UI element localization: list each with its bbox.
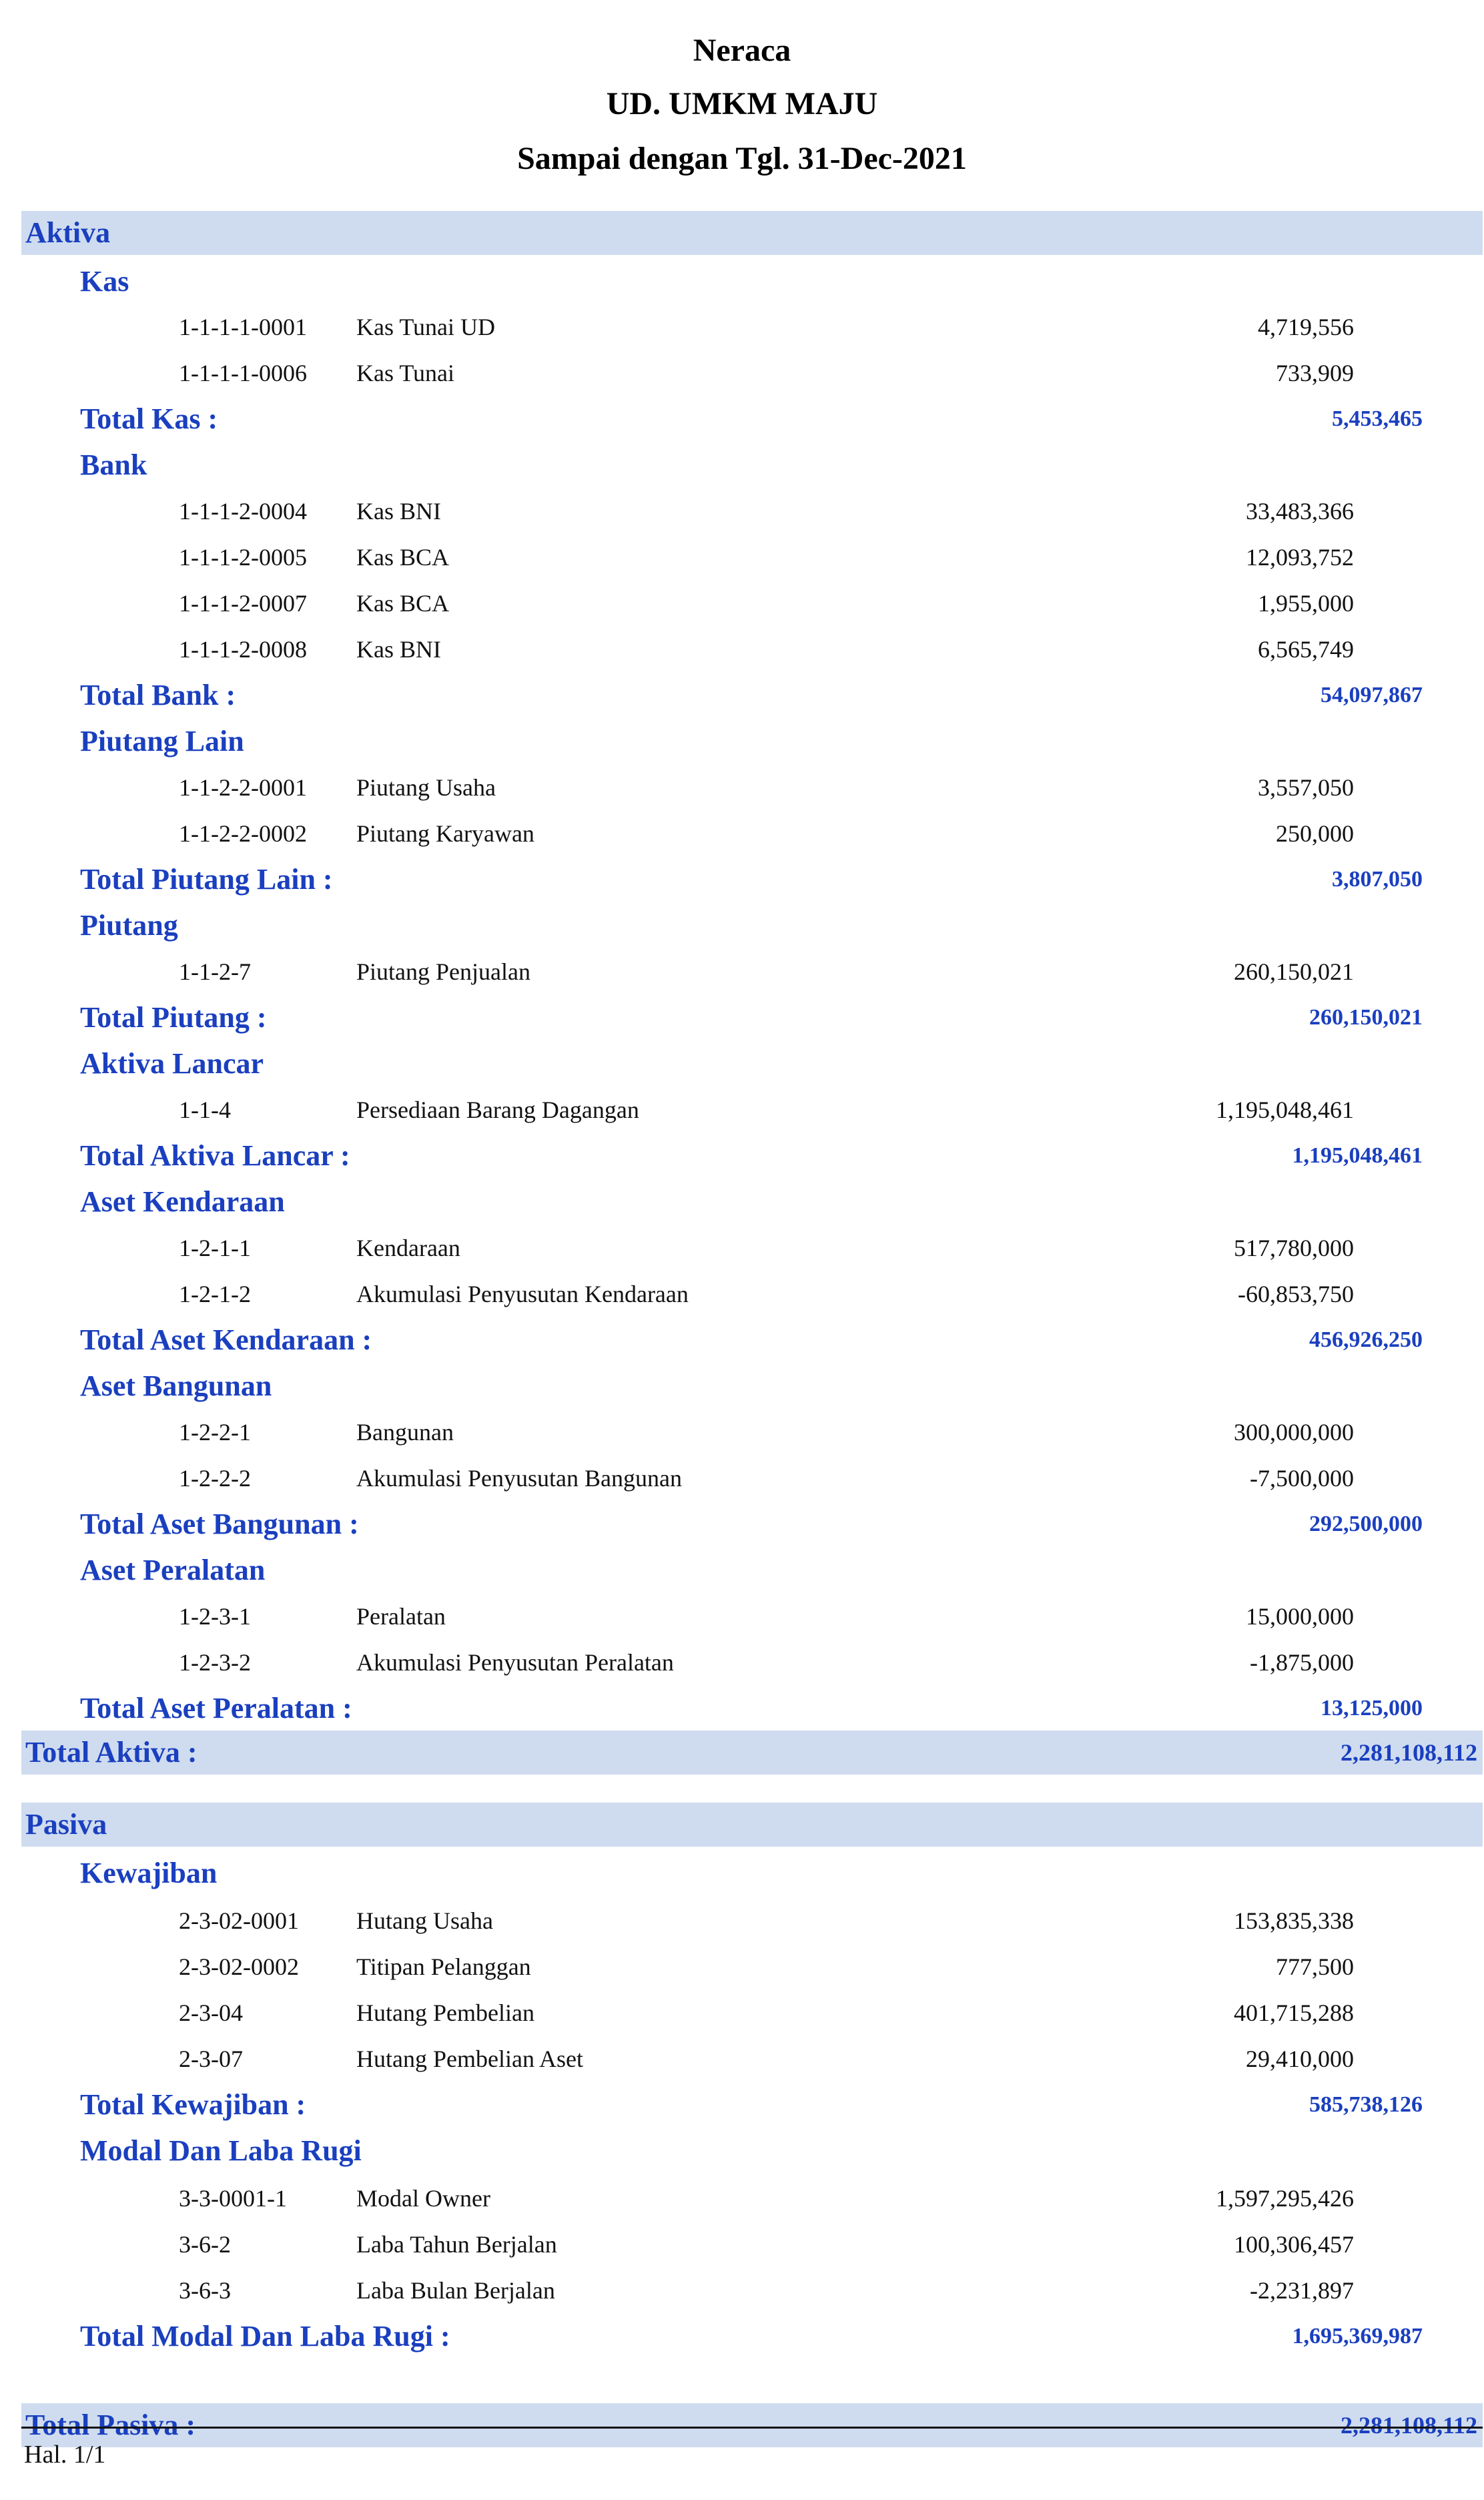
group-total-value: 260,150,021 [1309,1005,1423,1030]
account-row [0,1412,1484,1452]
account-name: Kas BNI [356,636,441,663]
account-value: 3,557,050 [1258,774,1354,801]
group-total [80,399,1423,439]
footer-divider [21,2427,1483,2429]
group-title: Aset Peralatan [80,1554,266,1586]
account-name: Titipan Pelanggan [356,1953,531,1980]
section-header-aktiva: Aktiva [21,211,1483,255]
account-row [0,814,1484,854]
account-row [0,537,1484,577]
account-code: 2-3-04 [179,1999,243,2026]
account-row [0,952,1484,992]
group-title: Bank [80,448,147,481]
group-title: Kas [80,265,129,298]
group-total-value: 3,807,050 [1332,867,1423,892]
group-total-label: Total Piutang : [80,1001,267,1034]
account-name: Kendaraan [356,1235,460,1261]
account-code: 1-1-2-7 [179,958,251,985]
account-code: 1-1-1-2-0004 [179,498,307,525]
account-row [0,767,1484,808]
group-total-label: Total Bank : [80,679,236,711]
account-name: Kas BNI [356,498,441,525]
account-value: 153,835,338 [1234,1907,1354,1934]
account-name: Kas Tunai [356,360,455,386]
group-title: Modal Dan Laba Rugi [80,2134,362,2167]
account-row [0,1993,1484,2033]
account-name: Hutang Usaha [356,1907,493,1934]
account-value: -1,875,000 [1250,1649,1354,1676]
account-value: 517,780,000 [1234,1235,1354,1261]
account-value: 401,715,288 [1234,1999,1354,2026]
account-row [0,583,1484,623]
group-total-label: Total Kewajiban : [80,2088,306,2121]
account-row [0,1458,1484,1498]
section-total-pasiva [21,2403,1483,2447]
account-value: 4,719,556 [1258,314,1354,340]
account-name: Modal Owner [356,2185,490,2212]
account-code: 1-2-1-2 [179,1281,251,1307]
account-name: Akumulasi Penyusutan Kendaraan [356,1281,689,1307]
company-name: UD. UMKM MAJU [606,86,878,121]
account-value: 250,000 [1276,820,1354,847]
account-value: 33,483,366 [1246,498,1354,525]
report-period: Sampai dengan Tgl. 31-Dec-2021 [517,141,967,176]
account-value: -2,231,897 [1250,2277,1354,2304]
report-title: Neraca [693,33,791,68]
group-total-label: Total Aset Bangunan : [80,1508,359,1540]
group-total-label: Total Aset Kendaraan : [80,1323,372,1356]
account-name: Laba Tahun Berjalan [356,2231,557,2258]
account-name: Persediaan Barang Dagangan [356,1097,639,1123]
account-row [0,1901,1484,1941]
group-total-value: 292,500,000 [1309,1512,1423,1536]
account-code: 1-2-3-2 [179,1649,251,1676]
account-row [0,353,1484,393]
page-number: Hal. 1/1 [24,2441,106,2469]
group-total-label: Total Aktiva Lancar : [80,1139,350,1172]
account-row [0,1596,1484,1636]
account-value: 6,565,749 [1258,636,1354,663]
account-row [0,629,1484,669]
account-code: 1-2-1-1 [179,1235,251,1261]
account-name: Akumulasi Penyusutan Peralatan [356,1649,674,1676]
group-total [80,860,1423,900]
account-name: Hutang Pembelian Aset [356,2046,583,2072]
account-row [0,491,1484,531]
group-total-value: 54,097,867 [1321,683,1423,707]
group-total [80,1688,1423,1729]
group-total-value: 456,926,250 [1309,1327,1423,1352]
group-total-value: 585,738,126 [1309,2092,1423,2117]
section-header-pasiva: Pasiva [21,1803,1483,1847]
section-total-label: Total Pasiva : [25,2409,196,2441]
account-value: -7,500,000 [1250,1465,1354,1492]
account-row [0,1947,1484,1987]
account-value: 300,000,000 [1234,1419,1354,1446]
group-title: Piutang [80,909,178,942]
account-code: 2-3-07 [179,2046,243,2072]
account-code: 1-1-1-1-0001 [179,314,307,340]
account-value: 100,306,457 [1234,2231,1354,2258]
account-code: 1-2-2-2 [179,1465,251,1492]
account-row [0,2039,1484,2079]
account-code: 1-1-2-2-0001 [179,774,307,801]
account-value: 777,500 [1276,1953,1354,1980]
group-total [80,1504,1423,1544]
account-name: Kas BCA [356,544,450,571]
group-total [80,2085,1423,2125]
account-code: 2-3-02-0001 [179,1907,299,1934]
account-code: 3-6-2 [179,2231,231,2258]
group-total-label: Total Modal Dan Laba Rugi : [80,2320,450,2353]
account-code: 3-3-0001-1 [179,2185,287,2212]
account-value: 15,000,000 [1246,1603,1354,1630]
group-total [80,675,1423,715]
group-total-value: 5,453,465 [1332,406,1423,431]
section-total-aktiva [21,1731,1483,1775]
account-code: 1-1-1-2-0007 [179,590,307,617]
group-total [80,2316,1423,2357]
account-value: 733,909 [1276,360,1354,386]
account-name: Piutang Karyawan [356,820,534,847]
account-name: Kas BCA [356,590,450,617]
account-name: Bangunan [356,1419,454,1446]
group-total-label: Total Piutang Lain : [80,863,333,896]
group-title: Aset Bangunan [80,1369,272,1402]
account-row [0,1228,1484,1268]
account-name: Hutang Pembelian [356,1999,534,2026]
account-name: Kas Tunai UD [356,314,496,340]
account-value: 1,955,000 [1258,590,1354,617]
account-code: 1-1-4 [179,1097,231,1123]
account-row [0,2270,1484,2310]
account-value: 29,410,000 [1246,2046,1354,2072]
account-value: 1,597,295,426 [1216,2185,1354,2212]
group-total-value: 13,125,000 [1321,1696,1423,1721]
account-name: Laba Bulan Berjalan [356,2277,555,2304]
account-name: Akumulasi Penyusutan Bangunan [356,1465,682,1492]
group-total-label: Total Aset Peralatan : [80,1692,352,1725]
account-code: 2-3-02-0002 [179,1953,299,1980]
group-title: Aktiva Lancar [80,1047,264,1080]
account-name: Peralatan [356,1603,446,1630]
section-total-label: Total Aktiva : [25,1736,198,1769]
account-code: 1-2-2-1 [179,1419,251,1446]
account-code: 1-2-3-1 [179,1603,251,1630]
account-name: Piutang Penjualan [356,958,530,985]
account-row [0,2178,1484,2218]
account-row [0,307,1484,347]
group-total-value: 1,695,369,987 [1292,2324,1423,2349]
account-code: 3-6-3 [179,2277,231,2304]
group-total-label: Total Kas : [80,402,218,435]
group-title: Kewajiban [80,1857,218,1889]
group-total [80,1320,1423,1360]
account-value: 1,195,048,461 [1216,1097,1354,1123]
account-value: 260,150,021 [1234,958,1354,985]
account-row [0,1090,1484,1130]
section-total-value: 2,281,108,112 [1340,1739,1477,1766]
account-value: 12,093,752 [1246,544,1354,571]
account-row [0,1274,1484,1314]
account-value: -60,853,750 [1238,1281,1354,1307]
section-total-value: 2,281,108,112 [1340,2412,1477,2439]
group-total-value: 1,195,048,461 [1292,1143,1423,1168]
account-name: Piutang Usaha [356,774,496,801]
account-row [0,1642,1484,1682]
group-total [80,998,1423,1038]
group-title: Piutang Lain [80,725,244,757]
account-code: 1-1-1-2-0005 [179,544,307,571]
account-code: 1-1-1-1-0006 [179,360,307,386]
account-code: 1-1-2-2-0002 [179,820,307,847]
group-title: Aset Kendaraan [80,1185,285,1218]
account-row [0,2224,1484,2264]
account-code: 1-1-1-2-0008 [179,636,307,663]
group-total [80,1136,1423,1176]
